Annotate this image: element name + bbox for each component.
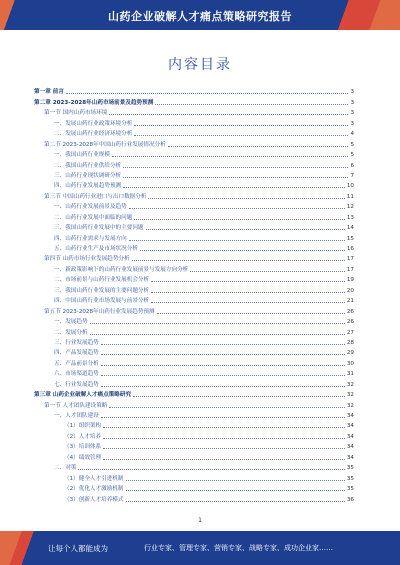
toc-entry[interactable] xyxy=(34,117,354,127)
toc-leader-dots xyxy=(103,427,345,428)
toc-entry-title: 一、新政策影响下的山药行业发展前景与发展方向分析 xyxy=(54,266,189,273)
footer-banner xyxy=(0,531,400,565)
toc-entry[interactable] xyxy=(34,107,354,117)
toc-entry-title: 四、山药行业需求与发展方向 xyxy=(54,235,127,242)
toc-entry[interactable] xyxy=(34,149,354,159)
toc-entry-title: 二、对策 xyxy=(54,465,77,472)
toc-leader-dots xyxy=(151,292,345,293)
toc-entry-page: 34 xyxy=(346,454,354,461)
toc-entry[interactable] xyxy=(34,493,354,503)
toc-entry-page: 26 xyxy=(346,319,354,326)
toc-entry-page: 14 xyxy=(346,225,354,232)
toc-entry-title: 四、山药行业发展趋势预测 xyxy=(54,183,122,190)
toc-entry-page: 32 xyxy=(346,381,354,388)
toc-entry-page: 15 xyxy=(346,235,354,242)
toc-leader-dots xyxy=(78,469,344,470)
toc-title: 内容目录 xyxy=(168,57,232,73)
toc-entry[interactable] xyxy=(34,378,354,388)
toc-leader-dots xyxy=(155,104,348,105)
toc-entry-page: 26 xyxy=(346,308,354,315)
toc-entry[interactable] xyxy=(34,284,354,294)
toc-leader-dots xyxy=(126,501,345,502)
toc-leader-dots xyxy=(151,281,345,282)
toc-entry-title: 二、发展分析 xyxy=(54,329,88,336)
toc-entry-title: 第三章 山药企业破解人才痛点策略研究 xyxy=(34,392,132,399)
toc-entry-page: 17 xyxy=(346,266,354,273)
toc-entry-page: 21 xyxy=(346,298,354,305)
toc-leader-dots xyxy=(134,219,345,220)
toc-entry-page: 4 xyxy=(350,131,354,138)
toc-entry-page: 10 xyxy=(346,183,354,190)
toc-entry[interactable] xyxy=(34,159,354,169)
toc-entry[interactable] xyxy=(34,211,354,221)
toc-entry-title: 一、人才团队建设 xyxy=(54,413,99,419)
toc-entry-page: 7 xyxy=(350,172,354,179)
toc-entry-title: 三、行业发展趋势 xyxy=(54,339,99,346)
toc-entry-title: 二、市场前景与山药行业发展机会分析 xyxy=(54,277,150,284)
toc-leader-dots xyxy=(123,167,348,168)
toc-leader-dots xyxy=(101,344,345,345)
toc-entry-title: （3）培训体系 xyxy=(64,444,102,451)
toc-leader-dots xyxy=(123,187,345,188)
toc-entry[interactable] xyxy=(34,462,354,472)
toc-entry-page: 3 xyxy=(350,99,354,106)
toc-entry-title: 第五节 2023-2028年山药行业发展趋势预测 xyxy=(44,308,155,315)
toc-entry-page: 35 xyxy=(346,486,354,493)
toc-entry-title: 二、我国山药行业供给分析 xyxy=(54,162,122,169)
toc-leader-dots xyxy=(132,260,345,261)
toc-entry-page: 3 xyxy=(350,110,354,117)
toc-leader-dots xyxy=(134,135,348,136)
toc-entry-title: 三、山药行业现状调研分析 xyxy=(54,172,122,179)
toc-entry-title: （1）组织架构 xyxy=(64,423,102,430)
toc-entry-page: 3 xyxy=(350,89,354,96)
toc-entry[interactable] xyxy=(34,441,354,451)
toc-entry-page: 5 xyxy=(350,152,354,159)
toc-entry-page: 31 xyxy=(346,371,354,378)
toc-entry[interactable] xyxy=(34,410,354,420)
toc-entry-title: 三、我国山药行业发展的主要问题分析 xyxy=(54,287,150,294)
toc-leader-dots xyxy=(101,354,345,355)
footer-decor-left xyxy=(0,531,36,565)
toc-entry-page: 34 xyxy=(346,423,354,430)
toc-entry-page: 16 xyxy=(346,246,354,252)
toc-entry[interactable] xyxy=(34,138,354,148)
toc-entry[interactable] xyxy=(34,128,354,138)
toc-entry-title: 一、发展山药行业政策环境分析 xyxy=(54,120,133,127)
toc-entry[interactable] xyxy=(34,347,354,357)
toc-entry[interactable] xyxy=(34,316,354,326)
toc-entry[interactable] xyxy=(34,389,354,399)
toc-leader-dots xyxy=(133,396,345,397)
toc-entry-title: （1）健全人才引进机制 xyxy=(64,475,124,482)
toc-entry[interactable] xyxy=(34,472,354,482)
toc-entry-title: 第一章 前言 xyxy=(34,89,64,96)
page-number: 1 xyxy=(198,517,202,524)
toc-leader-dots xyxy=(190,271,345,272)
toc-entry-title: 第三节 中国山药行业进口与出口数据分析 xyxy=(44,193,147,200)
toc-entry-title: 三、我国山药行业发展中的主要问题 xyxy=(54,225,144,232)
toc-leader-dots xyxy=(151,302,345,303)
toc-entry-title: 四、中国山药行业市场发展与前景分析 xyxy=(54,298,150,305)
toc-entry-page: 13 xyxy=(346,214,354,221)
toc-entry-page: 19 xyxy=(346,277,354,284)
toc-entry[interactable] xyxy=(34,483,354,493)
toc-entry[interactable] xyxy=(34,232,354,242)
toc-entry-page: 32 xyxy=(346,402,354,409)
toc-entry-title: 第二章 2023-2028年山药市场前景及趋势预测 xyxy=(34,99,154,106)
toc-leader-dots xyxy=(148,198,344,199)
toc-leader-dots xyxy=(126,480,345,481)
toc-entry[interactable] xyxy=(34,337,354,347)
toc-leader-dots xyxy=(66,93,349,94)
toc-entry[interactable] xyxy=(34,420,354,430)
toc-entry[interactable] xyxy=(34,222,354,232)
toc-entry[interactable] xyxy=(34,451,354,461)
toc-entry[interactable] xyxy=(34,326,354,336)
toc-entry[interactable] xyxy=(34,430,354,440)
toc-entry-title: 五、山药行业生产及市场状况分析 xyxy=(54,246,138,252)
toc-entry[interactable] xyxy=(34,243,354,253)
toc-entry-page: 11 xyxy=(346,193,354,200)
toc-leader-dots xyxy=(101,386,345,387)
footer-roles: 行业专家、管理专家、营销专家、战略专家、成功企业家…… xyxy=(144,544,333,552)
toc-leader-dots xyxy=(157,313,345,314)
toc-entry-page: 3 xyxy=(350,120,354,127)
toc-entry[interactable] xyxy=(34,201,354,211)
toc-entry-title: 第一节 人才团队建设策略 xyxy=(44,402,108,409)
toc-leader-dots xyxy=(140,250,345,251)
toc-entry-page: 6 xyxy=(350,162,354,169)
footer-slogan: 让每个人都能成为 xyxy=(48,544,108,553)
toc-leader-dots xyxy=(146,229,345,230)
toc-entry-title: 二、山药行业发展中面临的问题 xyxy=(54,214,133,221)
toc-entry[interactable] xyxy=(34,368,354,378)
toc-entry-title: 一、发展趋势 xyxy=(54,319,88,326)
toc-leader-dots xyxy=(101,417,345,418)
toc-entry-page: 28 xyxy=(346,339,354,346)
toc-leader-dots xyxy=(90,334,345,335)
toc-entry-page: 27 xyxy=(346,329,354,336)
toc-leader-dots xyxy=(126,490,345,491)
toc-leader-dots xyxy=(101,365,345,366)
toc-entry-page: 35 xyxy=(346,475,354,482)
toc-entry-title: 一、山药行业发展前景及趋势 xyxy=(54,204,127,211)
toc-leader-dots xyxy=(134,125,348,126)
toc-leader-dots xyxy=(103,438,345,439)
table-of-contents xyxy=(34,86,354,504)
toc-entry-title: 七、行业发展趋势 xyxy=(54,381,99,388)
toc-entry-title: 第四节 山药市场行业发展趋势分析 xyxy=(44,256,130,263)
toc-entry-page: 34 xyxy=(346,413,354,419)
toc-entry-title: 二、发展山药行业经济环境分析 xyxy=(54,131,133,138)
toc-leader-dots xyxy=(129,240,345,241)
toc-leader-dots xyxy=(101,375,345,376)
toc-entry[interactable] xyxy=(34,399,354,409)
toc-entry-title: 第二节 2023-2028年中国山药行业发展情况分析 xyxy=(44,141,166,148)
toc-entry[interactable] xyxy=(34,263,354,273)
toc-entry-page: 12 xyxy=(346,204,354,211)
toc-entry-page: 5 xyxy=(350,141,354,148)
toc-entry-page: 34 xyxy=(346,433,354,440)
toc-entry-page: 20 xyxy=(346,287,354,294)
toc-leader-dots xyxy=(90,323,345,324)
toc-entry-title: 六、市场渠道趋势 xyxy=(54,371,99,378)
toc-entry[interactable] xyxy=(34,96,354,106)
toc-entry-page: 34 xyxy=(346,444,354,451)
toc-leader-dots xyxy=(168,146,349,147)
toc-leader-dots xyxy=(123,177,348,178)
toc-entry-page: 17 xyxy=(346,256,354,263)
toc-entry[interactable] xyxy=(34,180,354,190)
toc-entry-title: 第一节 国内山药市场环境 xyxy=(44,110,108,117)
toc-leader-dots xyxy=(103,448,345,449)
toc-entry-title: （2）人才培养 xyxy=(64,433,102,440)
header-decor-right-accent xyxy=(360,0,400,30)
toc-entry[interactable] xyxy=(34,253,354,263)
toc-entry-title: 一、我国山药行业规模 xyxy=(54,152,110,159)
toc-entry-page: 30 xyxy=(346,360,354,367)
toc-leader-dots xyxy=(109,114,348,115)
toc-entry-title: （3）创新人才培养模式 xyxy=(64,496,124,503)
toc-entry[interactable] xyxy=(34,86,354,96)
toc-entry-title: （4）绩效管理 xyxy=(64,454,102,461)
toc-entry-page: 32 xyxy=(346,392,354,399)
toc-entry[interactable] xyxy=(34,305,354,315)
toc-entry-page: 36 xyxy=(346,496,354,503)
toc-entry-page: 29 xyxy=(346,350,354,357)
toc-entry[interactable] xyxy=(34,295,354,305)
toc-leader-dots xyxy=(129,208,345,209)
toc-entry-title: 四、产品发展趋势 xyxy=(54,350,99,357)
toc-entry[interactable] xyxy=(34,357,354,367)
header-banner xyxy=(0,0,400,30)
toc-leader-dots xyxy=(103,459,345,460)
toc-entry[interactable] xyxy=(34,274,354,284)
report-title: 山药企业破解人才痛点策略研究报告 xyxy=(108,10,292,23)
toc-entry-title: 五、产品前景分析 xyxy=(54,360,99,367)
toc-entry-title: （2）优化人才激励机制 xyxy=(64,486,124,493)
toc-leader-dots xyxy=(112,156,348,157)
toc-leader-dots xyxy=(109,407,345,408)
toc-entry[interactable] xyxy=(34,190,354,200)
toc-entry[interactable] xyxy=(34,170,354,180)
toc-entry-page: 35 xyxy=(346,465,354,472)
